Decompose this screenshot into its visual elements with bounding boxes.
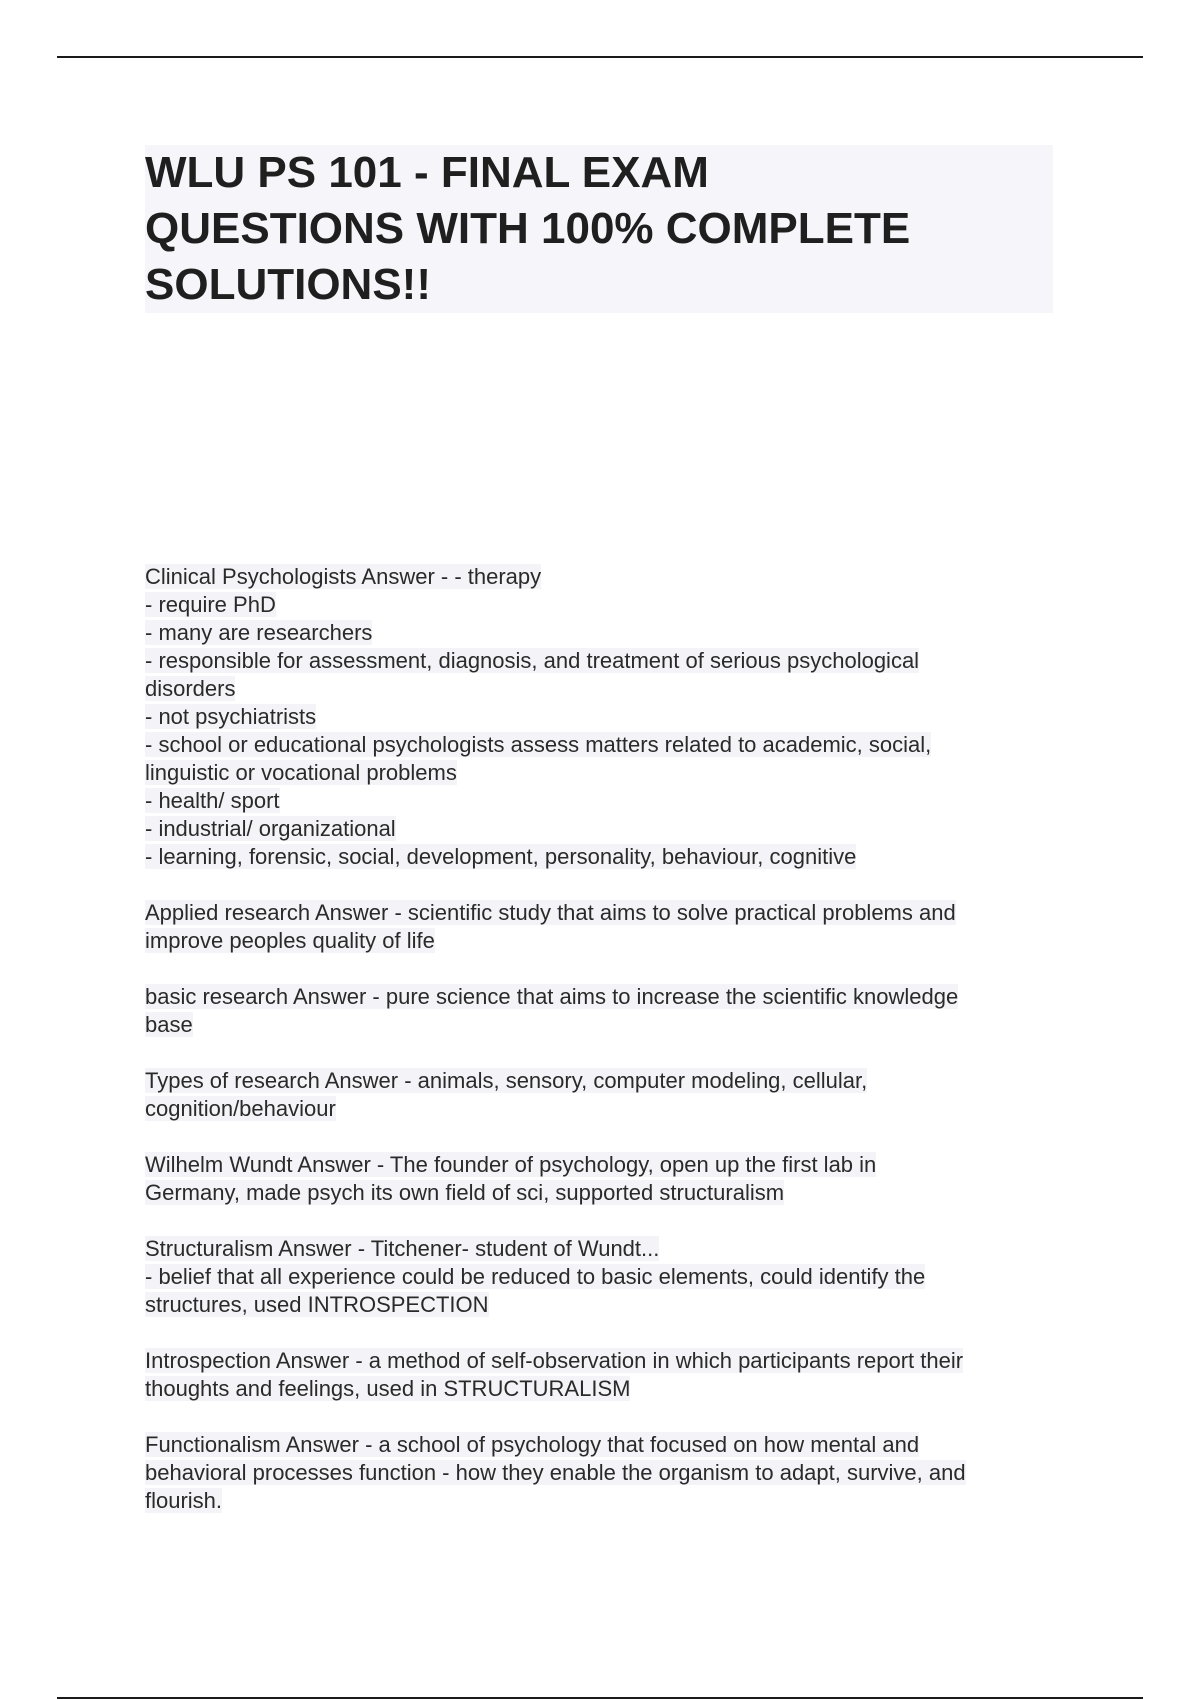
entry-line: Wilhelm Wundt Answer - The founder of psychology, open up the first lab in xyxy=(145,1152,877,1177)
entry-line: - health/ sport xyxy=(145,788,280,813)
qa-entry-structuralism xyxy=(145,1235,1065,1319)
qa-entry-wilhelm-wundt xyxy=(145,1151,1065,1207)
qa-entry-clinical-psychologists xyxy=(145,563,1065,871)
entry-line: - learning, forensic, social, development, personality, behaviour, cognitive xyxy=(145,844,857,869)
entry-line: Germany, made psych its own field of sci, supported structuralism xyxy=(145,1180,785,1205)
entry-line: cognition/behaviour xyxy=(145,1096,336,1121)
entry-line: Functionalism Answer - a school of psychology that focused on how mental and xyxy=(145,1432,920,1457)
document-title xyxy=(145,145,1053,313)
entry-line: flourish. xyxy=(145,1488,223,1513)
entry-line: structures, used INTROSPECTION xyxy=(145,1292,489,1317)
entry-line: - require PhD xyxy=(145,592,276,617)
qa-list xyxy=(145,563,1065,1543)
qa-entry-introspection xyxy=(145,1347,1065,1403)
entry-line: Types of research Answer - animals, sensory, computer modeling, cellular, xyxy=(145,1068,868,1093)
entry-line: disorders xyxy=(145,676,236,701)
title-line: WLU PS 101 - FINAL EXAM xyxy=(145,148,709,197)
title-line: QUESTIONS WITH 100% COMPLETE xyxy=(145,204,911,253)
entry-line: - belief that all experience could be reduced to basic elements, could identify the xyxy=(145,1264,926,1289)
entry-line: Applied research Answer - scientific study that aims to solve practical problems and xyxy=(145,900,956,925)
bottom-divider xyxy=(57,1697,1143,1699)
qa-entry-basic-research xyxy=(145,983,1065,1039)
entry-line: linguistic or vocational problems xyxy=(145,760,457,785)
entry-line: base xyxy=(145,1012,193,1037)
entry-line: - responsible for assessment, diagnosis, and treatment of serious psychological xyxy=(145,648,920,673)
entry-line: improve peoples quality of life xyxy=(145,928,435,953)
qa-entry-types-of-research xyxy=(145,1067,1065,1123)
qa-entry-functionalism xyxy=(145,1431,1065,1515)
entry-line: - not psychiatrists xyxy=(145,704,317,729)
entry-line: behavioral processes function - how they enable the organism to adapt, survive, and xyxy=(145,1460,966,1485)
title-line: SOLUTIONS!! xyxy=(145,260,431,309)
top-divider xyxy=(57,56,1143,58)
entry-line: thoughts and feelings, used in STRUCTURALISM xyxy=(145,1376,631,1401)
qa-entry-applied-research xyxy=(145,899,1065,955)
entry-line: Structuralism Answer - Titchener- student of Wundt... xyxy=(145,1236,660,1261)
entry-line: Introspection Answer - a method of self-observation in which participants report their xyxy=(145,1348,964,1373)
entry-line: - school or educational psychologists assess matters related to academic, social, xyxy=(145,732,932,757)
entry-line: - industrial/ organizational xyxy=(145,816,396,841)
entry-line: basic research Answer - pure science that aims to increase the scientific knowledge xyxy=(145,984,959,1009)
entry-line: Clinical Psychologists Answer - - therapy xyxy=(145,564,542,589)
entry-line: - many are researchers xyxy=(145,620,373,645)
